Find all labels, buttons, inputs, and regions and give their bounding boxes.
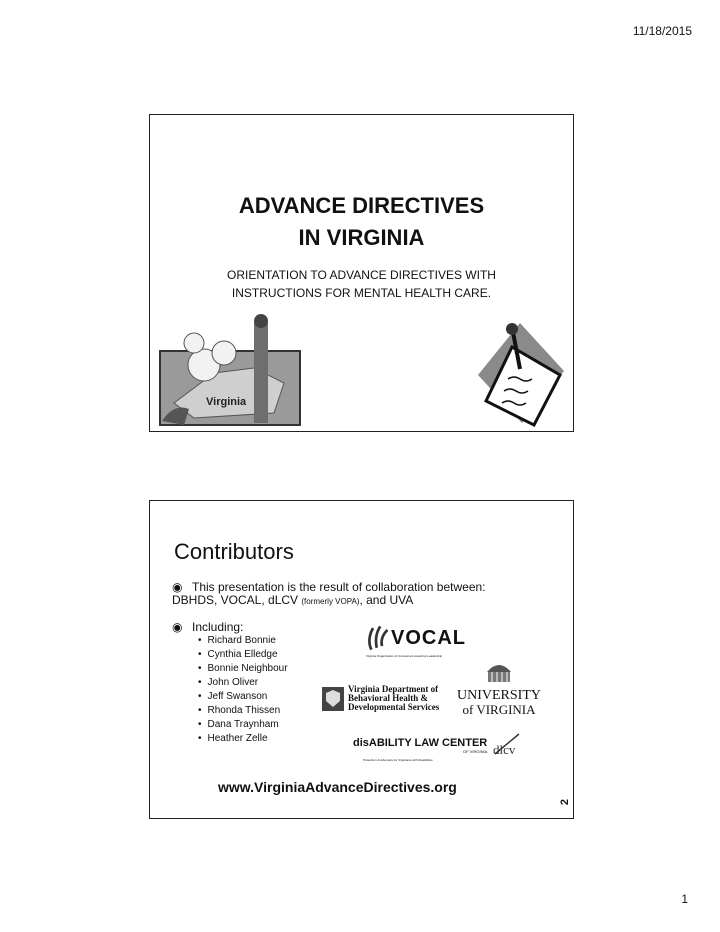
contributor-name: • Jeff Swanson [198,690,288,704]
contributor-name: • Dana Traynham [198,718,288,732]
dlcv-sub: OF VIRGINIA [463,748,488,754]
vocal-logo [366,623,466,658]
dlcv-wordmark: disABILITY LAW CENTER [353,736,488,749]
writing-clipart [472,319,568,427]
uva-line-1: UNIVERSITY [457,688,541,703]
bullet2-text: Including: [192,620,244,634]
contributor-name: • John Oliver [198,676,288,690]
slide2-title: Contributors [174,539,294,564]
dlcv-mark-icon [491,732,521,758]
dbhds-line-1: Virginia Department of [348,684,439,694]
website-link[interactable]: www.VirginiaAdvanceDirectives.org [218,779,457,795]
dlcv-logo [353,732,533,762]
contributor-name: • Richard Bonnie [198,634,288,648]
subtitle-line-2: INSTRUCTIONS FOR MENTAL HEALTH CARE. [231,286,492,300]
dbhds-emblem-icon [322,687,344,711]
uva-logo [452,658,546,716]
dlcv-mark: dlcv [493,742,516,757]
virginia-label: Virginia [206,396,247,408]
contributor-name: • Bonnie Neighbour [198,662,288,676]
rotunda-icon [484,658,514,684]
slide-2 [149,500,574,819]
title-line-1: ADVANCE DIRECTIVES [238,193,485,218]
date-header: 11/18/2015 [632,24,692,38]
hand-icon [366,623,391,653]
bullet1-small: (formerly VOPA) [301,597,360,606]
bullet-including [172,620,243,634]
title-line-2: IN VIRGINIA [298,225,425,250]
target-bullet-icon: ◉ [172,620,183,634]
contributor-list [198,634,288,746]
slide-1 [149,114,574,432]
contributor-name: • Rhonda Thissen [198,704,288,718]
virginia-clipart [154,313,304,429]
contributor-name: • Cynthia Elledge [198,648,288,662]
page-number: 1 [681,892,688,906]
vocal-tagline: Virginia Organization of Consumers Asserting Leadership [366,654,443,658]
bullet1-end: , and UVA [359,593,414,607]
dbhds-line-2: Behavioral Health & [348,693,428,703]
dbhds-logo [322,685,439,712]
dlcv-tagline: Protection & Advocacy for Virginians with Disabilities [363,758,433,762]
slide-number: 2 [558,798,571,806]
target-bullet-icon: ◉ [172,580,183,594]
dbhds-line-3: Developmental Services [348,702,440,712]
subtitle-line-1: ORIENTATION TO ADVANCE DIRECTIVES WITH [227,268,496,282]
slide1-title [150,190,573,254]
bullet1-text: This presentation is the result of collaboration between: DBHDS, VOCAL, dLCV [172,580,486,607]
uva-line-2: of VIRGINIA [462,702,536,717]
bullet-collaboration [172,581,532,608]
vocal-wordmark: VOCAL [391,626,466,649]
contributor-name: • Heather Zelle [198,732,288,746]
slide1-subtitle [150,266,573,302]
